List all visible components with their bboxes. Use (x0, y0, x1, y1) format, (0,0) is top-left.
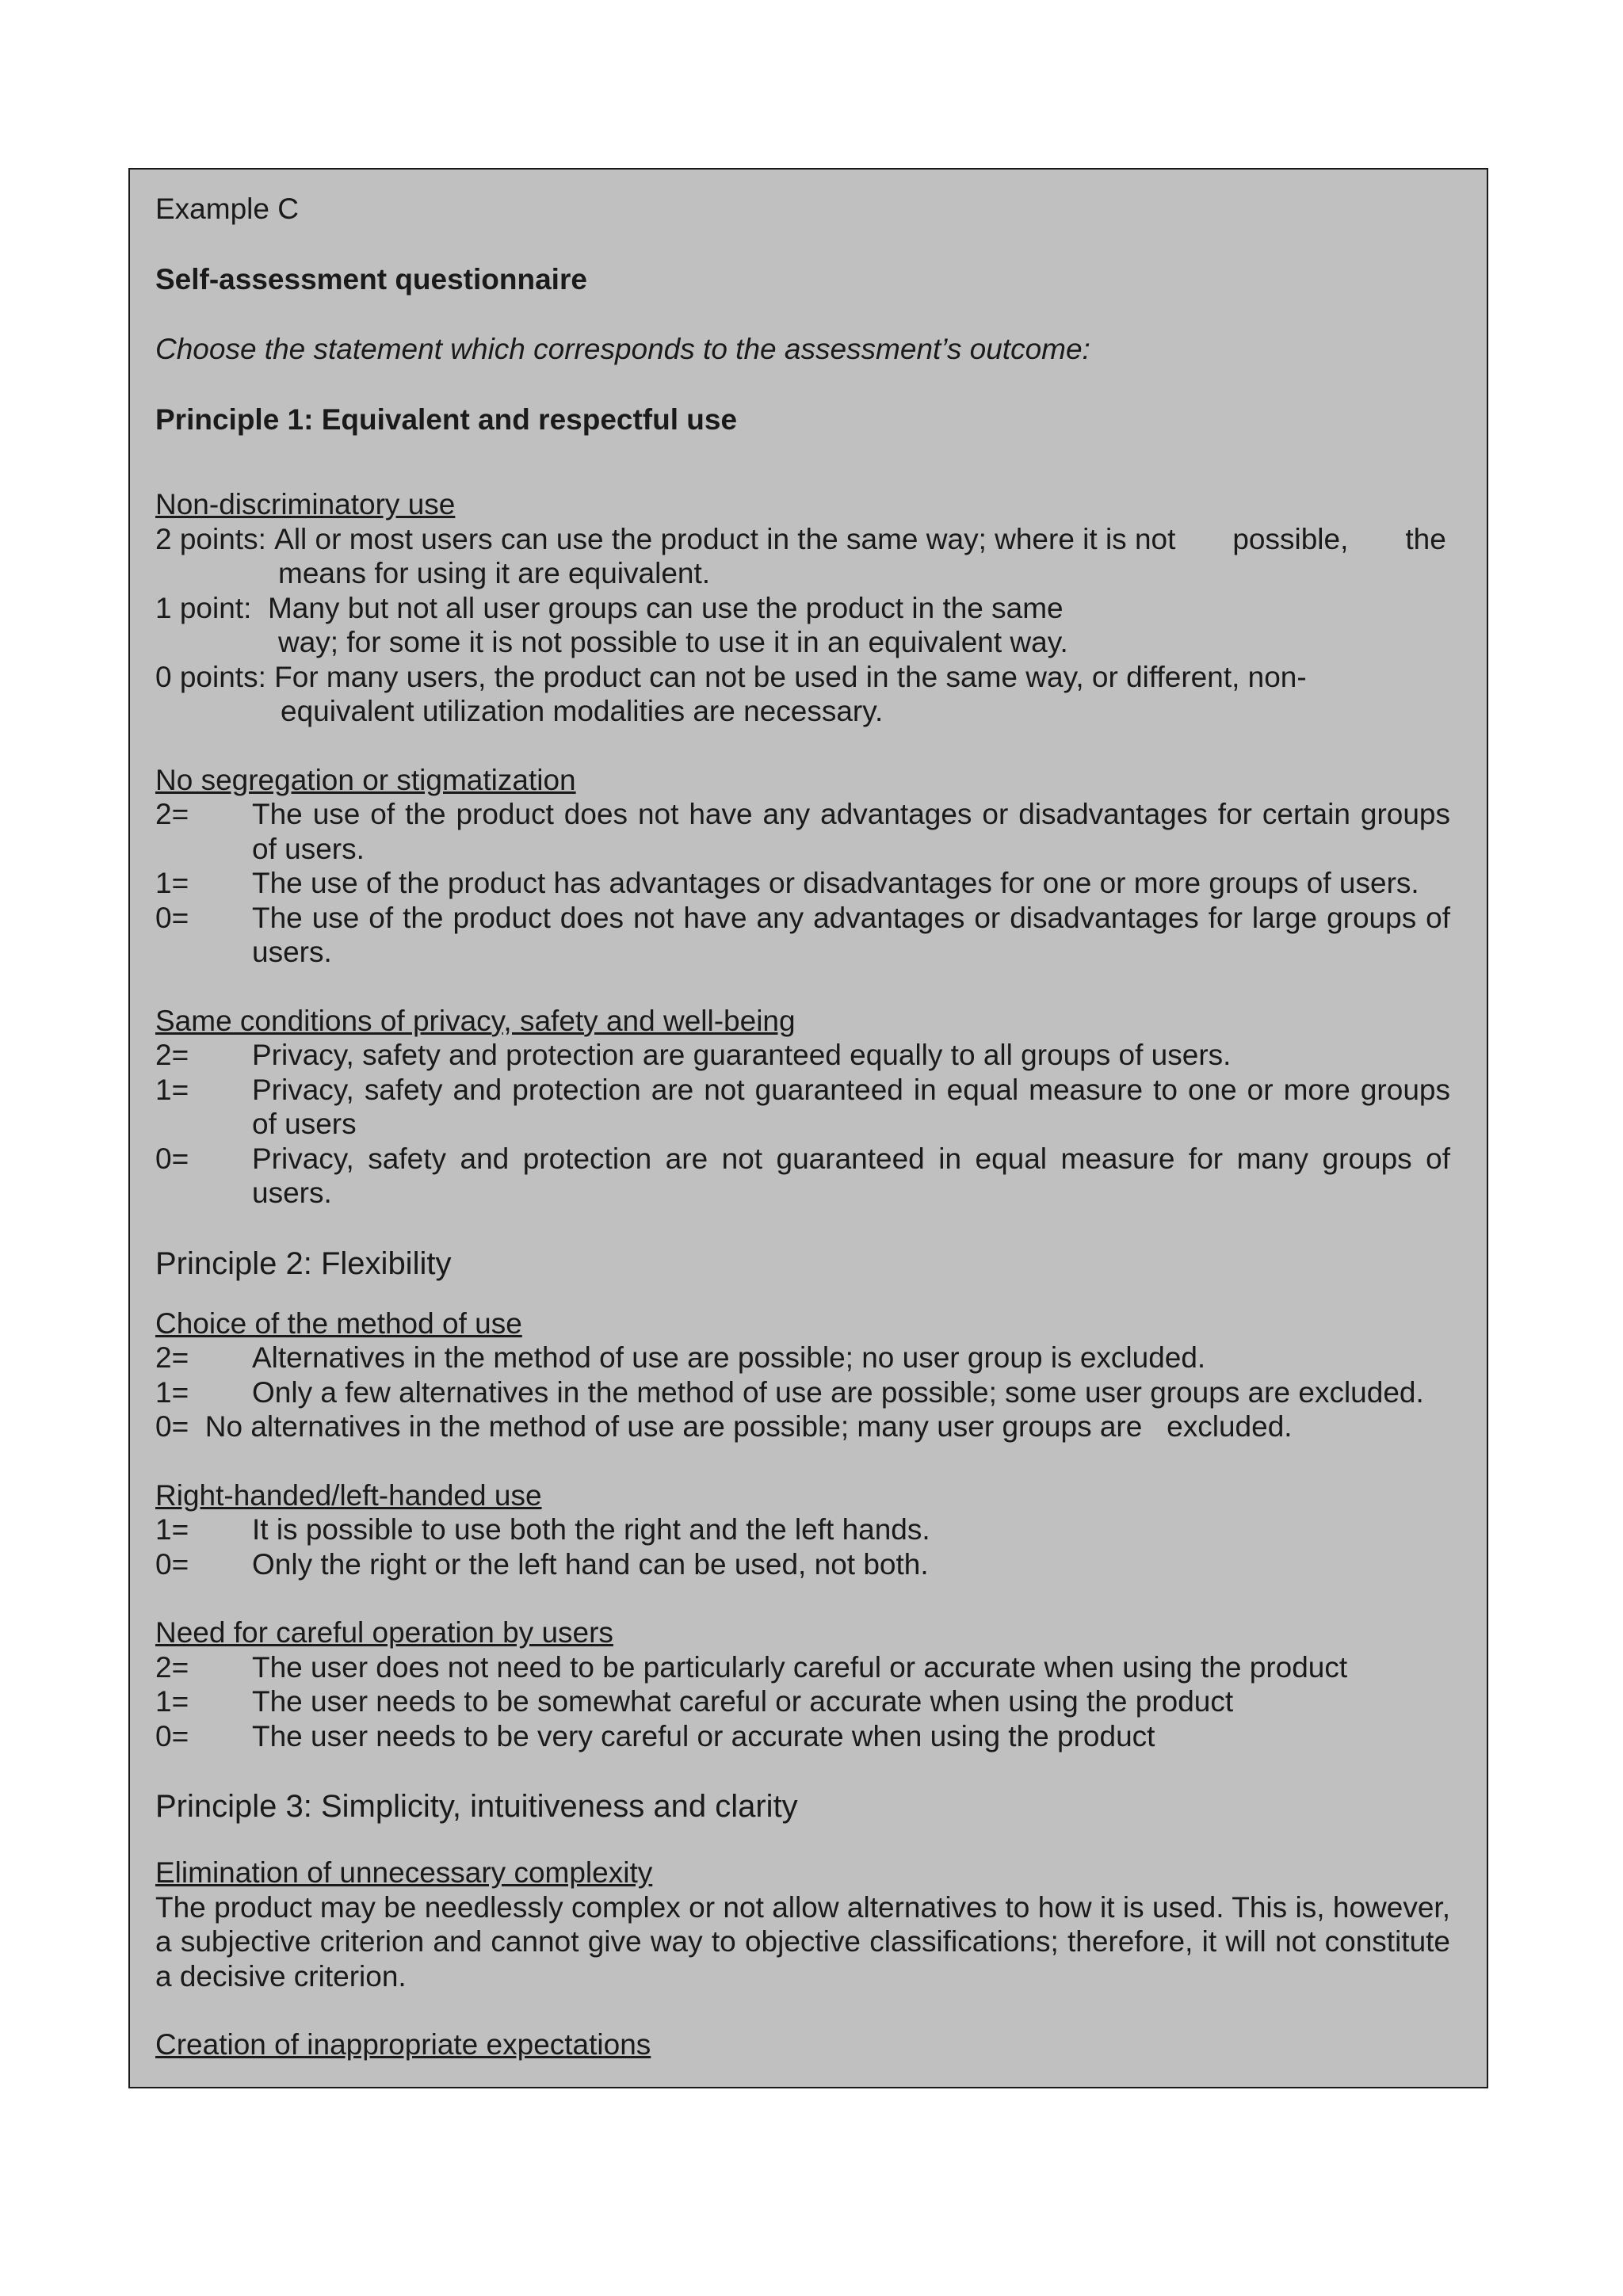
no-segregation-title: No segregation or stigmatization (155, 763, 576, 796)
points-label: 2 points: (155, 522, 266, 555)
questionnaire-box (128, 168, 1488, 2088)
score-label: 1= (155, 1685, 189, 1718)
questionnaire-title: Self-assessment questionnaire (155, 262, 587, 296)
score-label: 1= (155, 1073, 189, 1106)
list-item (155, 1547, 1450, 1582)
points-text-cont: way; for some it is not possible to use it in an equivalent way. (278, 626, 1068, 658)
list-item (155, 1650, 1450, 1685)
points-text: For many users, the product can not be used in the same way, or different, non- (274, 660, 1307, 693)
score-text: The use of the product does not have any advantages or disadvantages for certain groups of users. (252, 798, 1450, 865)
score-text: The user needs to be somewhat careful or accurate when using the product (252, 1685, 1234, 1718)
score-label: 1= (155, 1375, 189, 1409)
score-text: Alternatives in the method of use are possible; no user group is excluded. (252, 1341, 1206, 1374)
non-discriminatory-1-point (155, 591, 1450, 660)
principle-1-heading: Principle 1: Equivalent and respectful use (155, 402, 738, 436)
handed-use-title: Right-handed/left-handed use (155, 1478, 542, 1512)
score-label: 2= (155, 798, 189, 830)
list-item (155, 1341, 1450, 1375)
list-item (155, 866, 1450, 901)
expectations-title: Creation of inappropriate expectations (155, 2028, 651, 2061)
points-label: 1 point: (155, 591, 252, 624)
score-text: Privacy, safety and protection are guaranteed equally to all groups of users. (252, 1039, 1232, 1071)
score-label: 2= (155, 1341, 189, 1374)
points-text-cont: means for using it are equivalent. (278, 557, 711, 589)
example-label: Example C (155, 193, 299, 225)
non-discriminatory-0-points (155, 660, 1450, 729)
complexity-text: The product may be needlessly complex or not allow alternatives to how it is used. This is, however, a subjective criterion and cannot give way to objective classifications; therefore, it will not constitute a decisive criterion. (155, 1890, 1450, 1993)
score-text: It is possible to use both the right and the left hands. (252, 1513, 930, 1546)
score-label: 1= (155, 1513, 189, 1546)
list-item (155, 797, 1450, 866)
score-label: 1= (155, 867, 189, 899)
careful-operation-title: Need for careful operation by users (155, 1616, 613, 1649)
list-item (155, 1684, 1450, 1719)
points-text: Many but not all user groups can use the product in the same (267, 591, 1064, 624)
score-label: 0= (155, 1719, 189, 1753)
list-item (155, 1375, 1450, 1410)
list-item (155, 1073, 1450, 1142)
list-item (155, 901, 1450, 970)
privacy-title: Same conditions of privacy, safety and well-being (155, 1004, 796, 1037)
score-text: The user needs to be very careful or accurate when using the product (252, 1719, 1155, 1753)
non-discriminatory-2-points (155, 522, 1450, 591)
points-text-cont: equivalent utilization modalities are necessary. (281, 695, 884, 727)
points-label: 0 points: (155, 660, 266, 693)
score-label: 2= (155, 1039, 189, 1071)
score-text: Privacy, safety and protection are not guaranteed in equal measure to one or more groups of users (252, 1073, 1450, 1140)
score-text: Privacy, safety and protection are not guaranteed in equal measure for many groups of users. (252, 1142, 1450, 1209)
list-item: 0= No alternatives in the method of use are possible; many user groups are excluded. (155, 1410, 1293, 1443)
list-item (155, 1038, 1450, 1073)
non-discriminatory-title: Non-discriminatory use (155, 488, 456, 521)
list-item (155, 1142, 1450, 1211)
list-item (155, 1512, 1450, 1547)
score-text: Only a few alternatives in the method of use are possible; some user groups are excluded. (252, 1375, 1424, 1409)
instruction-text: Choose the statement which corresponds to the assessment’s outcome: (155, 333, 1090, 365)
principle-2-heading: Principle 2: Flexibility (155, 1245, 452, 1281)
score-text: The use of the product has advantages or disadvantages for one or more groups of users. (252, 867, 1419, 899)
score-label: 0= (155, 901, 189, 934)
score-label: 0= (155, 1547, 189, 1581)
principle-3-heading: Principle 3: Simplicity, intuitiveness and clarity (155, 1789, 798, 1824)
score-label: 0= (155, 1142, 189, 1175)
complexity-title: Elimination of unnecessary complexity (155, 1856, 653, 1889)
score-text: The user does not need to be particularly careful or accurate when using the product (252, 1650, 1348, 1684)
score-text: Only the right or the left hand can be used, not both. (252, 1547, 929, 1581)
choice-method-title: Choice of the method of use (155, 1306, 522, 1340)
score-label: 2= (155, 1650, 189, 1684)
points-text: All or most users can use the product in the same way; where it is not possible, the (274, 522, 1446, 555)
list-item (155, 1719, 1450, 1754)
score-text: The use of the product does not have any advantages or disadvantages for large groups of users. (252, 901, 1450, 968)
